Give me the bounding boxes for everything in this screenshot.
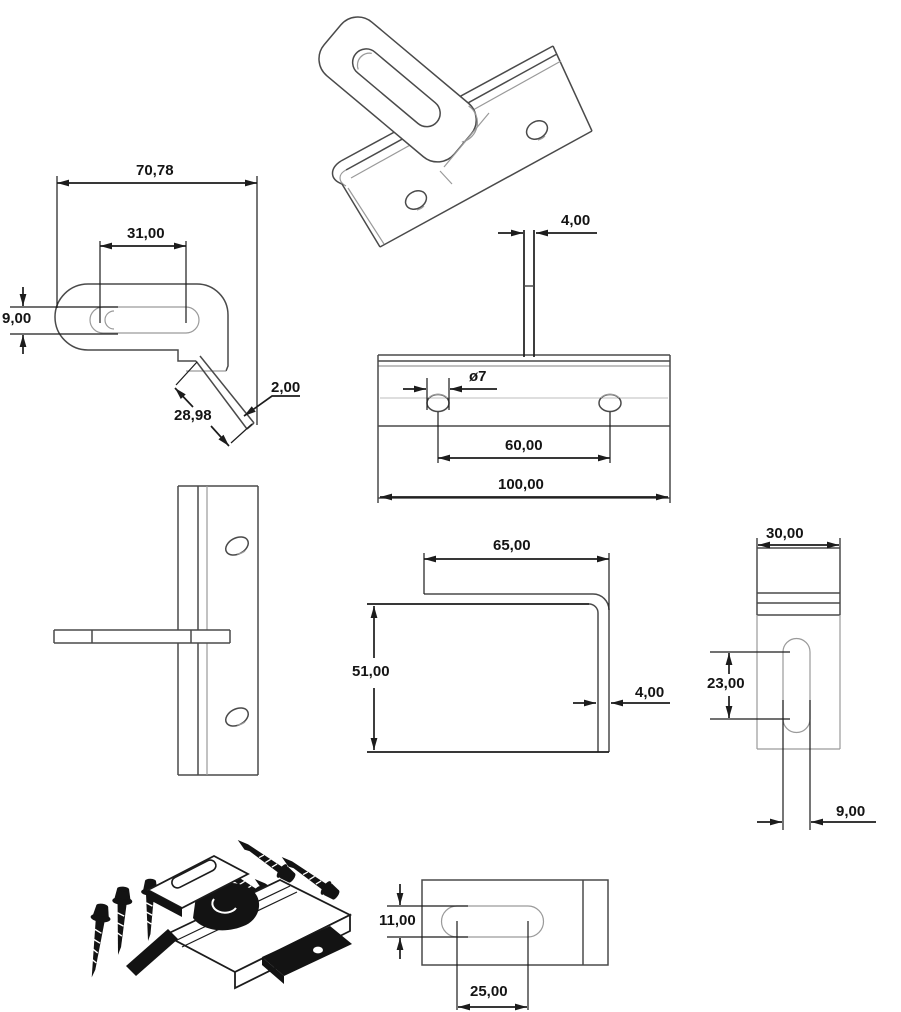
- bracket-assembly: [126, 856, 352, 988]
- dim-clamp-slot-length: 31,00: [127, 225, 165, 242]
- dim-l-height: 51,00: [352, 663, 390, 680]
- view-isometric-bracket: [310, 8, 592, 247]
- dim-front-overall-width: 100,00: [498, 476, 544, 493]
- dim-l-top-length: 65,00: [493, 537, 531, 554]
- dim-front-hole-diameter: ø7: [469, 368, 487, 385]
- dim-tab-width: 30,00: [766, 525, 804, 542]
- view-clamp-side: [10, 176, 300, 446]
- dim-clamp-slot-width: 9,00: [2, 310, 32, 327]
- dim-plate-slot-width: 11,00: [379, 912, 416, 929]
- dim-l-thickness: 4,00: [635, 684, 665, 701]
- view-front-bracket: [378, 230, 670, 503]
- view-top-bracket: [54, 486, 258, 775]
- dim-clamp-flange-length: 28,98: [174, 407, 212, 424]
- dim-clamp-thickness: 2,00: [271, 379, 301, 396]
- dim-tab-slot-width: 9,00: [836, 803, 866, 820]
- view-l-profile: [367, 553, 670, 752]
- dim-front-tab-thickness: 4,00: [561, 212, 591, 229]
- screw-icon: [109, 886, 134, 956]
- view-assembly: [82, 833, 352, 988]
- dim-clamp-length: 70,78: [136, 162, 174, 179]
- dim-tab-slot-length: 23,00: [707, 675, 745, 692]
- dim-front-hole-spacing: 60,00: [505, 437, 543, 454]
- dim-plate-slot-spacing: 25,00: [470, 983, 508, 1000]
- screw-icon: [82, 902, 112, 978]
